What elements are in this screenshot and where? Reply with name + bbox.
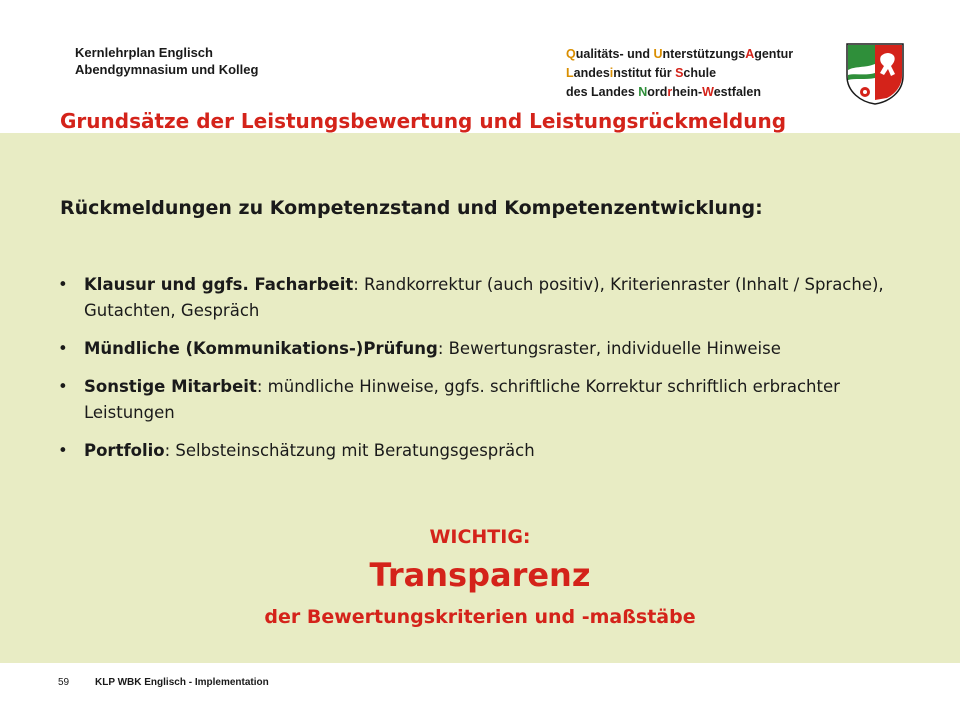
item-text: : mündliche Hinweise, ggfs. schriftliche Korrektur schriftlich erbrachter Leistungen — [84, 377, 840, 422]
institution-text-segment: des Landes — [566, 85, 639, 99]
institution-text-segment: andes — [573, 66, 610, 80]
emphasis-detail: der Bewertungskriterien und -maßstäbe — [264, 606, 696, 628]
header-institution — [566, 45, 793, 102]
institution-text-segment: r — [667, 85, 673, 99]
institution-text-segment: estfalen — [713, 85, 761, 99]
item-label: Klausur und ggfs. Facharbeit — [84, 275, 354, 294]
institution-text-segment: ualitäts- und — [575, 47, 654, 61]
institution-text-segment: S — [675, 66, 684, 80]
header-school-type: Abendgymnasium und Kolleg — [75, 62, 259, 77]
institution-text-segment: U — [653, 47, 663, 61]
bullet-icon: • — [58, 441, 68, 460]
emphasis-label: WICHTIG: — [429, 526, 531, 548]
footer-text: KLP WBK Englisch - Implementation — [95, 677, 269, 688]
institution-text-segment: L — [566, 66, 574, 80]
list-item — [56, 336, 916, 362]
institution-text-segment: nterstützungs — [662, 47, 746, 61]
institution-text-segment: A — [745, 47, 755, 61]
institution-text-segment: i — [609, 66, 614, 80]
feedback-list — [56, 272, 916, 476]
list-item — [56, 374, 916, 426]
page-title: Grundsätze der Leistungsbewertung und Leistungsrückmeldung — [60, 109, 787, 133]
institution-text-segment: gentur — [754, 47, 794, 61]
item-text: : Selbsteinschätzung mit Beratungsgespräch — [164, 441, 535, 460]
list-item — [56, 438, 916, 464]
header-curriculum-title: Kernlehrplan Englisch — [75, 45, 213, 60]
item-text: : Randkorrektur (auch positiv), Kriterienraster (Inhalt / Sprache), Gutachten, Gespräch — [84, 275, 884, 320]
item-text: : Bewertungsraster, individuelle Hinweise — [437, 339, 781, 358]
institution-text-segment: chule — [683, 66, 717, 80]
page-number: 59 — [58, 677, 70, 688]
institution-text-segment: nstitut für — [613, 66, 676, 80]
institution-text-segment: W — [702, 85, 714, 99]
institution-line-3 — [566, 83, 793, 102]
institution-text-segment: hein- — [672, 85, 703, 99]
emphasis-keyword: Transparenz — [369, 556, 591, 594]
institution-text-segment: Q — [566, 47, 576, 61]
bullet-icon: • — [58, 275, 68, 294]
institution-line-1 — [566, 45, 793, 64]
institution-text-segment: N — [638, 85, 648, 99]
bullet-icon: • — [58, 339, 68, 358]
item-label: Mündliche (Kommunikations-)Prüfung — [84, 339, 438, 358]
item-label: Portfolio — [84, 441, 165, 460]
item-label: Sonstige Mitarbeit — [84, 377, 257, 396]
institution-text-segment: ord — [647, 85, 668, 99]
section-heading: Rückmeldungen zu Kompetenzstand und Kompetenzentwicklung: — [60, 197, 763, 219]
header-left — [75, 44, 258, 78]
list-item — [56, 272, 916, 324]
bullet-icon: • — [58, 377, 68, 396]
institution-line-2 — [566, 64, 793, 83]
nrw-coat-of-arms-icon — [845, 42, 905, 106]
